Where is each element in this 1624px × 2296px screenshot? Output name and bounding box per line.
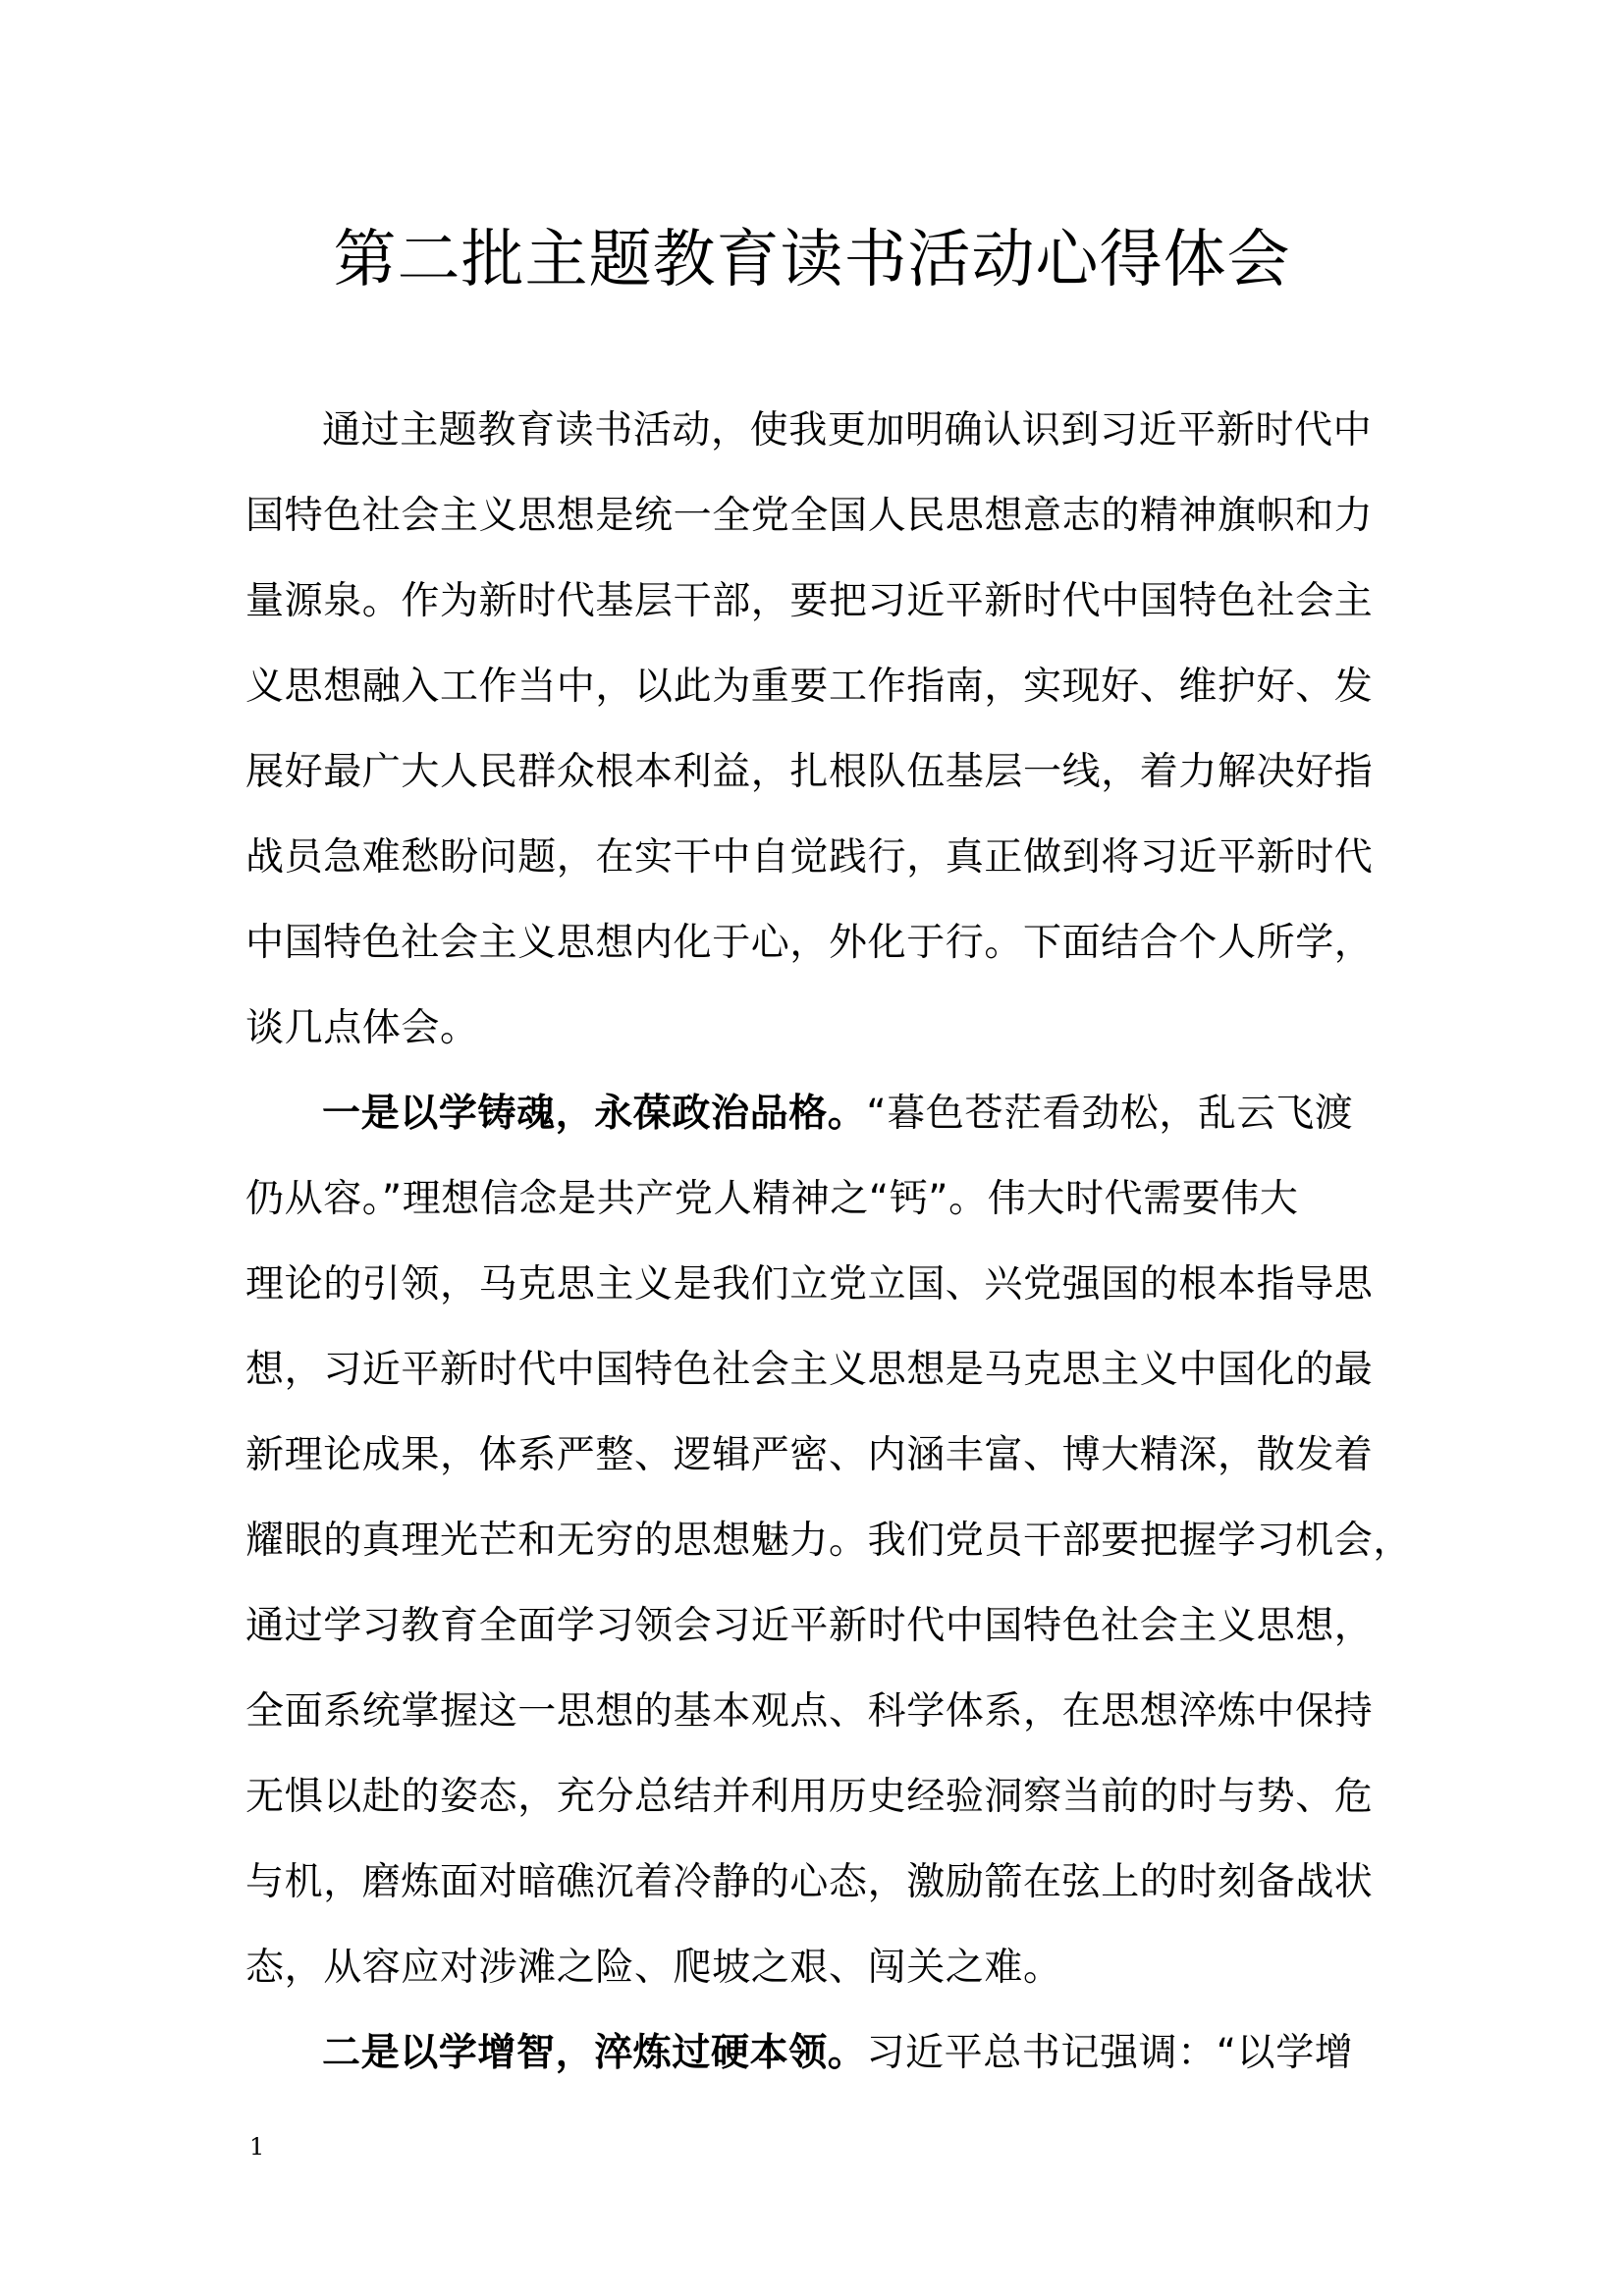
page-number: 1 xyxy=(249,2133,265,2161)
text-line: 量源泉。作为新时代基层干部，要把习近平新时代中国特色社会主 xyxy=(245,579,1374,623)
text-line: 耀眼的真理光芒和无穷的思想魅力。我们党员干部要把握学习机会， xyxy=(245,1519,1413,1563)
point-two-heading: 二是以学增智，淬炼过硬本领。 xyxy=(322,2031,867,2075)
text-line: 展好最广大人民群众根本利益，扎根队伍基层一线，着力解决好指 xyxy=(245,750,1374,794)
text-line: 通过学习教育全面学习领会习近平新时代中国特色社会主义思想， xyxy=(245,1604,1374,1648)
text-line: 仍从容。”理想信念是共产党人精神之“钙”。伟大时代需要伟大 xyxy=(245,1177,1299,1221)
text-line: 中国特色社会主义思想内化于心，外化于行。下面结合个人所学， xyxy=(245,921,1374,965)
text-line: 全面系统掌握这一思想的基本观点、科学体系，在思想淬炼中保持 xyxy=(245,1689,1374,1734)
paragraph-intro xyxy=(245,388,1394,1071)
point-one-heading: 一是以学铸魂，永葆政治品格。 xyxy=(322,1092,867,1136)
point-one-lead-text: “暮色苍茫看劲松，乱云飞渡 xyxy=(866,1092,1354,1136)
text-line: 理论的引领，马克思主义是我们立党立国、兴党强国的根本指导思 xyxy=(245,1262,1374,1307)
text-line: 想，习近平新时代中国特色社会主义思想是马克思主义中国化的最 xyxy=(245,1348,1374,1392)
text-line: 态，从容应对涉滩之险、爬坡之艰、闯关之难。 xyxy=(245,1946,1062,1990)
text-line: 义思想融入工作当中，以此为重要工作指南，实现好、维护好、发 xyxy=(245,665,1374,709)
point-two-lead-text: 习近平总书记强调：“以学增 xyxy=(866,2031,1354,2075)
text-line: 与机，磨炼面对暗礁沉着冷静的心态，激励箭在弦上的时刻备战状 xyxy=(245,1860,1374,1904)
text-line: 新理论成果，体系严整、逻辑严密、内涵丰富、博大精深，散发着 xyxy=(245,1433,1374,1477)
text-line: 通过主题教育读书活动，使我更加明确认识到习近平新时代中 xyxy=(322,408,1373,453)
text-line xyxy=(245,1071,1394,1156)
text-line: 无惧以赴的姿态，充分总结并利用历史经验洞察当前的时与势、危 xyxy=(245,1775,1374,1819)
document-body xyxy=(245,388,1413,2096)
text-line: 国特色社会主义思想是统一全党全国人民思想意志的精神旗帜和力 xyxy=(245,494,1374,538)
paragraph-point-one xyxy=(245,1071,1413,2010)
document-title: 第二批主题教育读书活动心得体会 xyxy=(333,224,1291,296)
paragraph-point-two xyxy=(245,2010,1394,2096)
text-line xyxy=(245,2010,1394,2096)
text-line: 谈几点体会。 xyxy=(245,1006,479,1050)
text-line: 战员急难愁盼问题，在实干中自觉践行，真正做到将习近平新时代 xyxy=(245,835,1374,880)
